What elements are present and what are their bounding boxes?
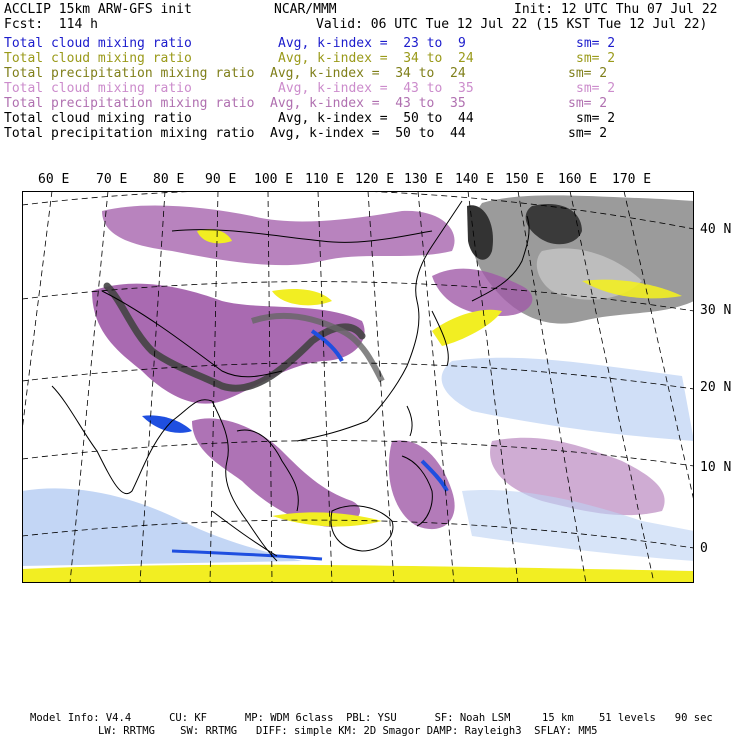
lat-label-10n: 10 N [700, 460, 732, 475]
lat-label-40n: 40 N [700, 222, 732, 237]
field-5-sm: sm= 2 [576, 111, 616, 126]
lon-label-100e: 100 E [254, 172, 294, 187]
forecast-hour: Fcst: 114 h [4, 17, 98, 32]
field-4-avg: Avg, k-index = 43 to 35 [270, 96, 466, 111]
lon-label-160e: 160 E [558, 172, 598, 187]
field-6-name: Total precipitation mixing ratio [4, 126, 255, 141]
field-5-name: Total cloud mixing ratio [4, 111, 192, 126]
field-1-avg: Avg, k-index = 34 to 24 [278, 51, 474, 66]
field-0-sm: sm= 2 [576, 36, 616, 51]
field-2-avg: Avg, k-index = 34 to 24 [270, 66, 466, 81]
model-title: ACCLIP 15km ARW-GFS init [4, 2, 192, 17]
lon-label-120e: 120 E [355, 172, 395, 187]
forecast-map [22, 191, 694, 583]
lat-label-0: 0 [700, 541, 708, 556]
lon-label-80e: 80 E [153, 172, 185, 187]
footer-physics-info: LW: RRTMG SW: RRTMG DIFF: simple KM: 2D Smagor DAMP: Rayleigh3 SFLAY: MM5 [98, 725, 598, 737]
field-3-name: Total cloud mixing ratio [4, 81, 192, 96]
lon-label-60e: 60 E [38, 172, 70, 187]
field-4-name: Total precipitation mixing ratio [4, 96, 255, 111]
lat-label-30n: 30 N [700, 303, 732, 318]
lon-label-90e: 90 E [205, 172, 237, 187]
field-6-avg: Avg, k-index = 50 to 44 [270, 126, 466, 141]
lat-label-20n: 20 N [700, 380, 732, 395]
footer-model-info: Model Info: V4.4 CU: KF MP: WDM 6class PBL: YSU SF: Noah LSM 15 km 51 levels 90 sec [30, 712, 713, 724]
field-3-avg: Avg, k-index = 43 to 35 [278, 81, 474, 96]
lon-label-110e: 110 E [305, 172, 345, 187]
lon-label-150e: 150 E [505, 172, 545, 187]
field-1-sm: sm= 2 [576, 51, 616, 66]
valid-time: Valid: 06 UTC Tue 12 Jul 22 (15 KST Tue 12 Jul 22) [316, 17, 708, 32]
field-3-sm: sm= 2 [576, 81, 616, 96]
field-4-sm: sm= 2 [568, 96, 608, 111]
field-0-name: Total cloud mixing ratio [4, 36, 192, 51]
org-label: NCAR/MMM [274, 2, 337, 17]
init-time: Init: 12 UTC Thu 07 Jul 22 [514, 2, 718, 17]
field-5-avg: Avg, k-index = 50 to 44 [278, 111, 474, 126]
lon-label-130e: 130 E [404, 172, 444, 187]
field-2-sm: sm= 2 [568, 66, 608, 81]
field-1-name: Total cloud mixing ratio [4, 51, 192, 66]
lon-label-70e: 70 E [96, 172, 128, 187]
field-2-name: Total precipitation mixing ratio [4, 66, 255, 81]
lon-label-170e: 170 E [612, 172, 652, 187]
lon-label-140e: 140 E [455, 172, 495, 187]
field-6-sm: sm= 2 [568, 126, 608, 141]
field-0-avg: Avg, k-index = 23 to 9 [278, 36, 466, 51]
